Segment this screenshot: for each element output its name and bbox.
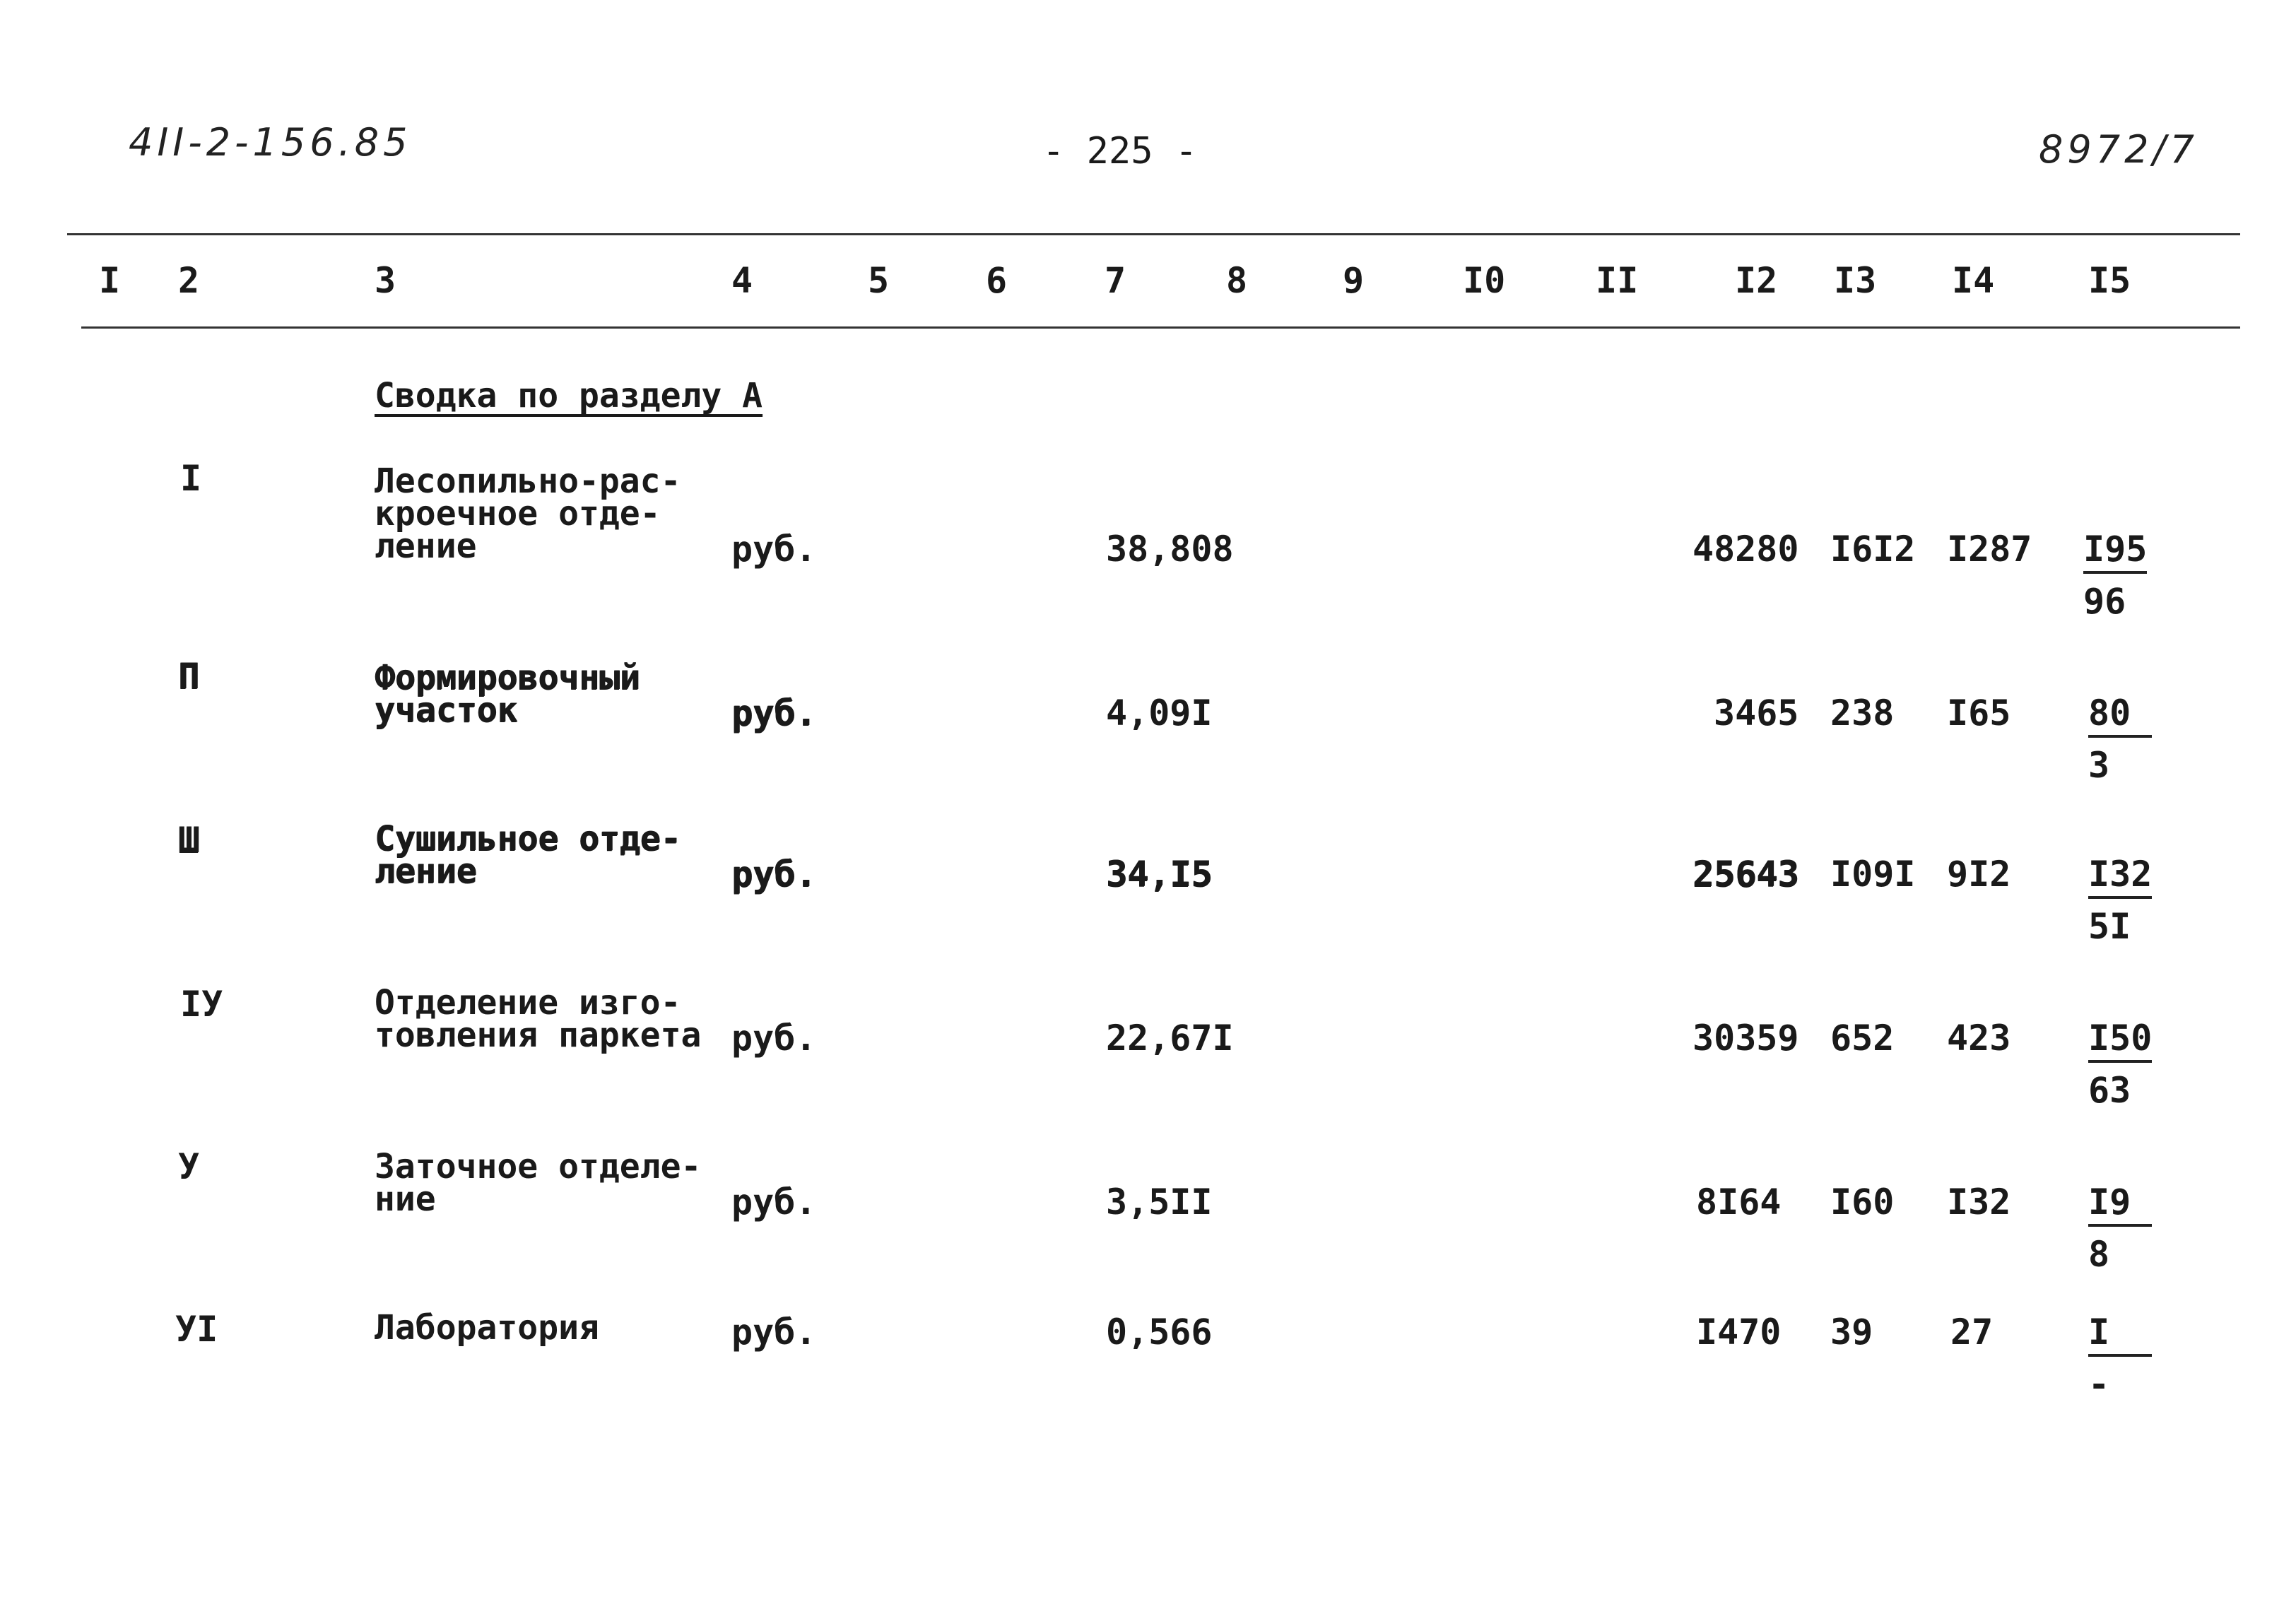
row-col14: I65: [1947, 693, 2011, 734]
row-col7: 22,67I: [1106, 1018, 1234, 1059]
page-number: - 225 -: [1042, 130, 1198, 172]
fraction-denominator: 96: [2083, 581, 2126, 622]
column-header: 6: [986, 260, 1008, 301]
row-name-line: Отделение изго-: [375, 983, 681, 1023]
row-col14: 27: [1950, 1312, 1994, 1353]
row-col14: I32: [1947, 1182, 2011, 1223]
row-col15-fraction: [2083, 529, 2147, 622]
row-number: УI: [175, 1309, 218, 1350]
row-unit: руб.: [731, 1312, 817, 1353]
fraction-denominator: 8: [2088, 1234, 2110, 1275]
row-name-line: Лаборатория: [375, 1308, 599, 1348]
row-col12: 48280: [1692, 529, 1799, 570]
row-name-line: Заточное отделе-: [375, 1147, 702, 1186]
fraction-numerator: I50: [2088, 1018, 2152, 1063]
column-header: II: [1596, 260, 1639, 301]
column-header: 5: [868, 260, 890, 301]
row-col15-fraction: [2088, 854, 2152, 947]
table-top-rule: [67, 233, 2240, 235]
row-col7: 4,09I: [1106, 693, 1213, 734]
column-header: I: [99, 260, 121, 301]
document-code: 4II-2-156.85: [129, 120, 412, 165]
row-col12: 3465: [1714, 693, 1799, 734]
column-header: I0: [1463, 260, 1506, 301]
fraction-numerator: I9: [2088, 1182, 2152, 1227]
row-name-line: ние: [375, 1179, 436, 1219]
row-unit: руб.: [731, 1182, 817, 1223]
fraction-numerator: I: [2088, 1312, 2152, 1357]
row-unit: руб.: [731, 1018, 817, 1059]
row-col13: 238: [1830, 693, 1895, 734]
row-col13: I60: [1830, 1182, 1895, 1223]
row-col13: 652: [1830, 1018, 1895, 1059]
row-col13: I09I: [1830, 854, 1916, 895]
row-col13: 39: [1830, 1312, 1873, 1353]
row-col15-fraction: [2088, 693, 2152, 786]
column-header: 4: [731, 260, 753, 301]
column-header: 9: [1343, 260, 1365, 301]
row-name-line: товления паркета: [375, 1015, 702, 1055]
column-header: 3: [375, 260, 396, 301]
row-col12: 30359: [1692, 1018, 1799, 1059]
row-col7: 3,5II: [1106, 1182, 1213, 1223]
row-unit: руб.: [731, 854, 817, 895]
row-col12: 25643: [1692, 854, 1799, 895]
fraction-denominator: 63: [2088, 1070, 2131, 1111]
row-number: Ш: [178, 820, 200, 861]
sheet-code: 8972/7: [2039, 127, 2198, 172]
column-header: 8: [1226, 260, 1248, 301]
row-col13: I6I2: [1830, 529, 1916, 570]
fraction-denominator: 3: [2088, 745, 2110, 786]
row-number: У: [178, 1146, 200, 1187]
table-header-rule: [81, 326, 2240, 329]
row-name-line: Формировочный: [375, 658, 640, 697]
row-name-line: Лесопильно-рас-: [375, 461, 681, 501]
row-unit: руб.: [731, 693, 817, 734]
row-name-line: Сушильное отде-: [375, 819, 681, 859]
row-col7: 0,566: [1106, 1312, 1213, 1353]
row-col15-fraction: [2088, 1312, 2152, 1405]
row-col7: 34,I5: [1106, 854, 1213, 895]
row-number: IУ: [180, 984, 223, 1025]
column-header: I2: [1735, 260, 1778, 301]
fraction-numerator: 80: [2088, 693, 2152, 738]
fraction-denominator: -: [2088, 1364, 2110, 1405]
fraction-numerator: I95: [2083, 529, 2147, 574]
row-col12: 8I64: [1696, 1182, 1782, 1223]
row-col12: I470: [1696, 1312, 1782, 1353]
row-col15-fraction: [2088, 1182, 2152, 1275]
row-col14: 423: [1947, 1018, 2011, 1059]
fraction-denominator: 5I: [2088, 906, 2131, 947]
column-header: I5: [2088, 260, 2131, 301]
column-header: 7: [1105, 260, 1126, 301]
row-col15-fraction: [2088, 1018, 2152, 1111]
section-title: Сводка по разделу А: [375, 376, 763, 416]
column-header: I4: [1952, 260, 1995, 301]
row-number: I: [180, 458, 202, 499]
row-number: П: [178, 656, 200, 697]
row-name-line: ление: [375, 852, 477, 891]
fraction-numerator: I32: [2088, 854, 2152, 899]
row-col7: 38,808: [1106, 529, 1234, 570]
column-header: I3: [1834, 260, 1877, 301]
column-header: 2: [178, 260, 200, 301]
row-col14: I287: [1947, 529, 2032, 570]
row-name-line: участок: [375, 690, 518, 730]
row-name-line: кроечное отде-: [375, 494, 661, 534]
row-name-line: ление: [375, 526, 477, 566]
row-col14: 9I2: [1947, 854, 2011, 895]
row-unit: руб.: [731, 529, 817, 570]
